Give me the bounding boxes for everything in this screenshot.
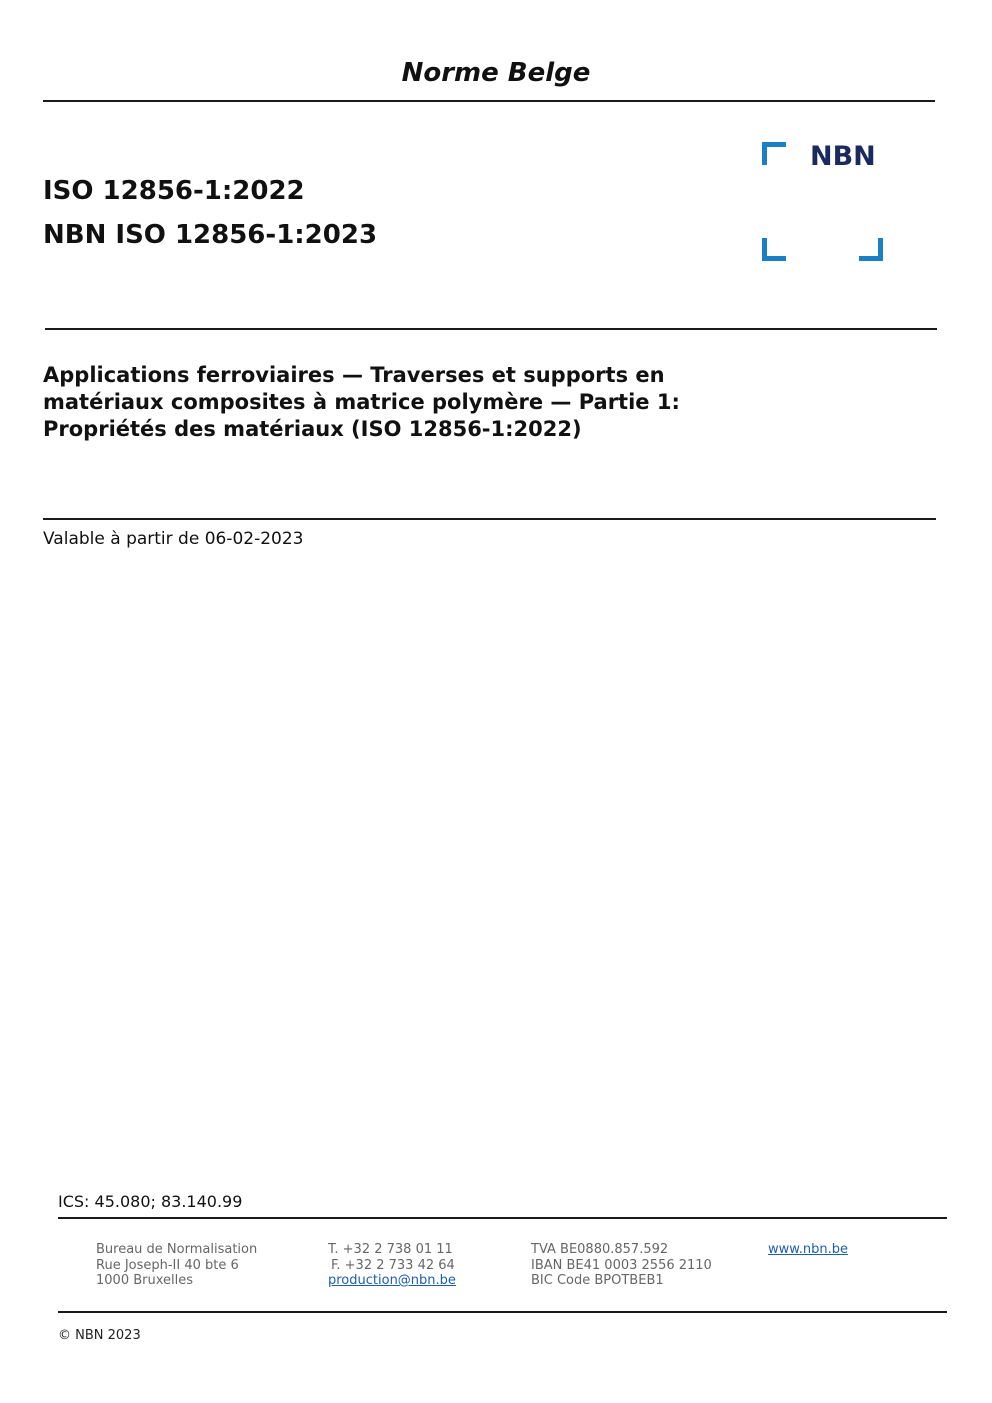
address-line: Bureau de Normalisation <box>96 1242 258 1257</box>
footer-contact <box>328 1242 456 1289</box>
validity-date: Valable à partir de 06-02-2023 <box>43 529 304 549</box>
email-link[interactable]: production@nbn.be <box>328 1273 456 1288</box>
iban-number: IBAN BE41 0003 2556 2110 <box>531 1257 712 1273</box>
footer-top-divider <box>58 1217 947 1219</box>
phone-number: T. +32 2 738 01 11 <box>328 1242 453 1257</box>
vat-number: TVA BE0880.857.592 <box>531 1242 669 1257</box>
ics-codes: ICS: 45.080; 83.140.99 <box>58 1192 243 1211</box>
validity-divider <box>43 518 936 520</box>
fax-number: F. +32 2 733 42 64 <box>331 1257 455 1273</box>
bic-code: BIC Code BPOTBEB1 <box>531 1273 664 1288</box>
header-divider <box>43 100 935 102</box>
footer-address <box>96 1242 257 1289</box>
footer-bank <box>531 1242 712 1289</box>
logo-text: NBN <box>810 141 876 172</box>
header-title: Norme Belge <box>401 58 591 88</box>
title-line: Applications ferroviaires — Traverses et supports en <box>43 363 665 387</box>
bracket-bottom-right-h <box>859 256 883 261</box>
nbn-logo <box>762 140 886 264</box>
title-line: matériaux composites à matrice polymère — Partie 1: <box>43 390 680 414</box>
iso-standard-number: ISO 12856-1:2022 <box>43 176 305 206</box>
address-line: Rue Joseph-II 40 bte 6 <box>96 1257 239 1273</box>
address-line: 1000 Bruxelles <box>96 1273 194 1288</box>
document-title <box>43 362 803 443</box>
nbn-standard-number: NBN ISO 12856-1:2023 <box>43 220 378 250</box>
title-top-divider <box>45 328 937 330</box>
bracket-bottom-left-h <box>762 256 786 261</box>
footer-bottom-divider <box>58 1311 947 1313</box>
bracket-top-left-v <box>762 142 767 165</box>
nbn-logo-graphic <box>762 140 886 264</box>
footer-web <box>768 1242 848 1258</box>
title-line: Propriétés des matériaux (ISO 12856-1:2022) <box>43 417 582 441</box>
copyright: © NBN 2023 <box>58 1328 141 1343</box>
website-link[interactable]: www.nbn.be <box>768 1242 848 1257</box>
